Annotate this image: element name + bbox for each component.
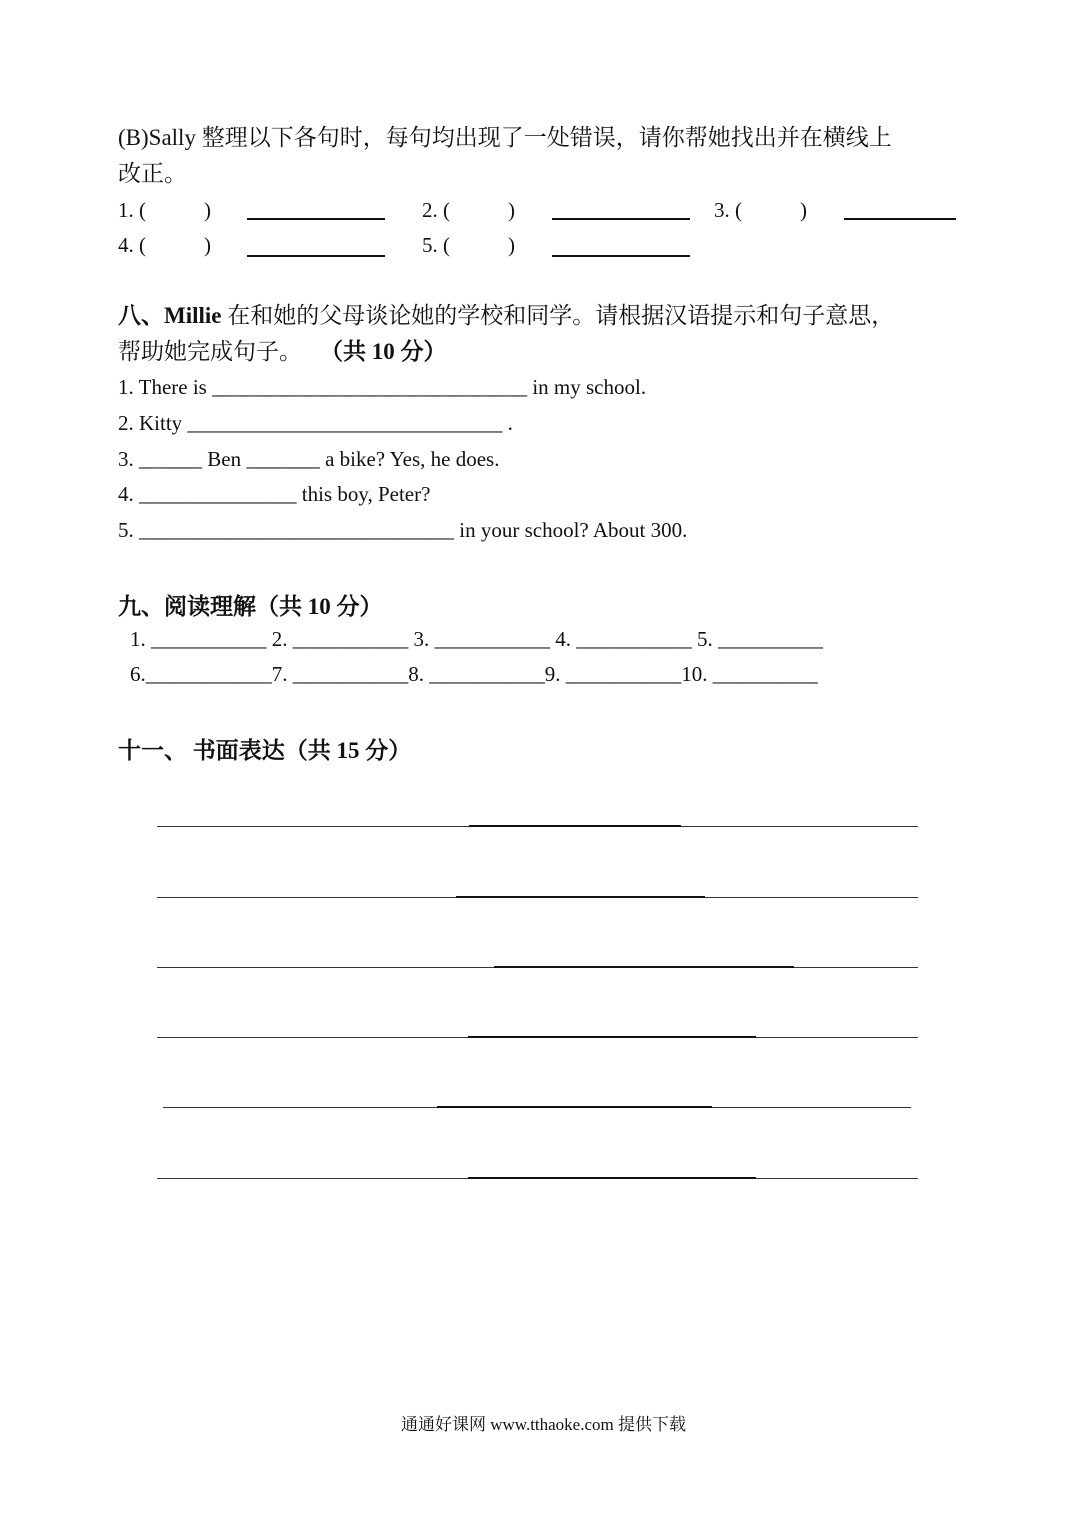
- section-8-line-2: 2. Kitty ______________________________ .: [118, 411, 513, 435]
- answer-blank-4[interactable]: [247, 255, 385, 257]
- section-8-heading-prefix: 八、Millie: [118, 303, 222, 328]
- item-paren-close: ): [204, 233, 211, 257]
- section-8-line-5: 5. ______________________________ in your school? About 300.: [118, 518, 688, 542]
- writing-line-1-segment: [469, 825, 681, 827]
- section-9-answers-row-2: 6.____________7. ___________8. ___________9. ___________10. __________: [130, 662, 818, 686]
- writing-line-2-segment: [456, 896, 705, 898]
- item-number: 3. (: [714, 198, 742, 222]
- section-8-heading-line2: [118, 334, 447, 370]
- answer-item-4: [118, 233, 211, 258]
- section-8-heading-text: 在和她的父母谈论她的学校和同学。请根据汉语提示和句子意思，: [221, 303, 895, 328]
- answer-blank-3[interactable]: [844, 218, 956, 220]
- page-footer: 通通好课网 www.tthaoke.com 提供下载: [400, 1415, 687, 1434]
- item-paren-close: ): [800, 198, 807, 222]
- item-number: 1. (: [118, 198, 146, 222]
- writing-line-4-segment: [468, 1036, 756, 1038]
- section-9-answers-row-1: 1. ___________ 2. ___________ 3. ___________ 4. ___________ 5. __________: [130, 627, 823, 651]
- item-number: 5. (: [422, 233, 450, 257]
- answer-item-5: [422, 233, 515, 258]
- item-paren-close: ): [508, 233, 515, 257]
- section-8-heading-text2: 帮助她完成句子。: [118, 339, 302, 364]
- section-b-intro-line1: (B)Sally 整理以下各句时，每句均出现了一处错误，请你帮她找出并在横线上: [118, 125, 892, 150]
- answer-blank-2[interactable]: [552, 218, 690, 220]
- writing-line-6-segment: [468, 1177, 756, 1179]
- section-8-heading-line1: [118, 298, 894, 334]
- item-paren-close: ): [204, 198, 211, 222]
- section-8-line-4: 4. _______________ this boy, Peter?: [118, 482, 431, 506]
- item-paren-close: ): [508, 198, 515, 222]
- answer-blank-5[interactable]: [552, 255, 690, 257]
- section-8-score: （共 10 分）: [320, 339, 447, 364]
- answer-item-3: [714, 198, 807, 223]
- answer-item-1: [118, 198, 211, 223]
- item-number: 4. (: [118, 233, 146, 257]
- writing-line-5-segment: [437, 1106, 712, 1108]
- section-8-line-3: 3. ______ Ben _______ a bike? Yes, he does.: [118, 447, 500, 471]
- section-9-heading: 九、阅读理解（共 10 分）: [118, 594, 383, 619]
- item-number: 2. (: [422, 198, 450, 222]
- section-8-line-1: 1. There is ______________________________ in my school.: [118, 375, 647, 399]
- section-b-intro-line2: 改正。: [118, 161, 187, 186]
- writing-line-3-segment: [494, 966, 794, 968]
- answer-blank-1[interactable]: [247, 218, 385, 220]
- answer-item-2: [422, 198, 515, 223]
- section-11-heading: 十一、 书面表达（共 15 分）: [118, 738, 412, 763]
